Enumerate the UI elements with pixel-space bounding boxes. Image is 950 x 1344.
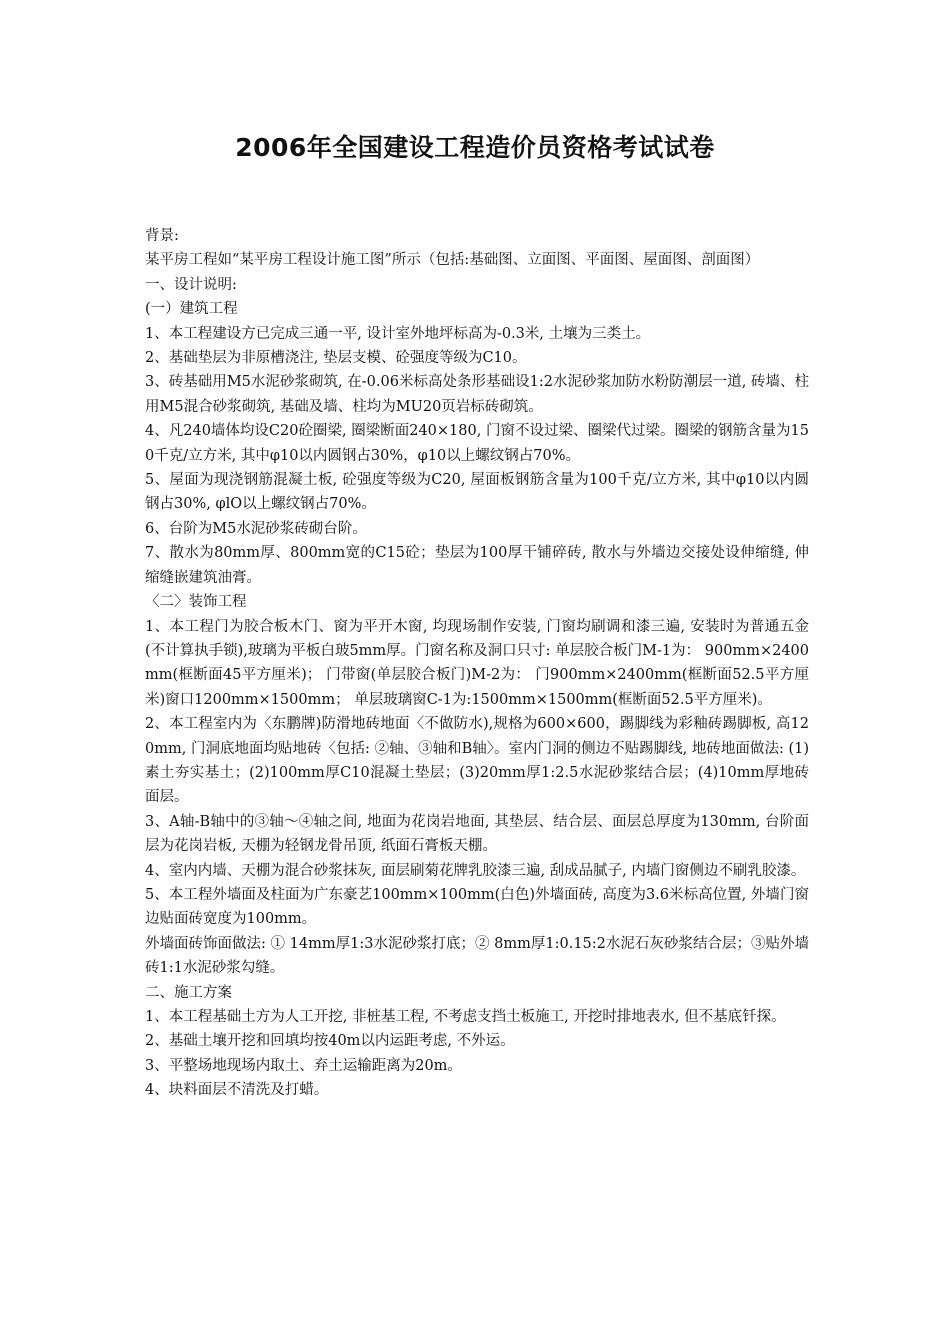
paragraph-deco-4: 4、室内内墙、天棚为混合砂浆抹灰, 面层刷菊花牌乳胶漆三遍, 刮成品腻子, 内墙门窗侧边不刷乳胶漆。 (145, 862, 806, 879)
paragraph-const-4: 4、块料面层不清洗及打蜡。 (145, 1082, 329, 1099)
paragraph-project-intro: 某平房工程如“某平房工程设计施工图”所示（包括:基础图、立面图、平面图、屋面图、剖面图） (145, 252, 760, 269)
paragraph-deco-5: 5、本工程外墙面及柱面为广东豪艺100mm×100mm(白色)外墙面砖, 高度为3.6米标高位置, 外墙门窗边贴面砖宽度为100mm。 (145, 886, 809, 928)
paragraph-const-1: 1、本工程基础土方为人工开挖, 非桩基工程, 不考虑支挡土板施工, 开挖时排地表水, 但不基底钎探。 (145, 1009, 786, 1025)
document-title: 2006年全国建设工程造价员资格考试试卷 (235, 133, 715, 162)
subsection-heading-architecture: (一）建筑工程 (145, 301, 238, 318)
paragraph-arch-2: 2、基础垫层为非原槽浇注, 垫层支模、砼强度等级为C10。 (145, 350, 527, 367)
subsection-heading-decoration: 〈二〉装饰工程 (145, 594, 247, 611)
paragraph-arch-1: 1、本工程建设方已完成三通一平, 设计室外地坪标高为-0.3米, 土壤为三类土。 (145, 325, 651, 342)
paragraph-arch-5: 5、屋面为现浇钢筋混凝土板, 砼强度等级为C20, 屋面板钢筋含量为100千克/立方米, 其中φ10以内圆钢占30%, φlO以上螺纹钢占70%。 (145, 472, 809, 513)
paragraph-arch-3: 3、砖基础用M5水泥砂浆砌筑, 在-0.06米标高处条形基础设1:2水泥砂浆加防水粉防潮层一道, 砖墙、柱用M5混合砂浆砌筑, 基础及墙、柱均为MU20页岩标砖砌筑。 (145, 374, 809, 415)
paragraph-deco-2: 2、本工程室内为〈东鹏牌)防滑地砖地面〈不做防水),规格为600×600，踢脚线为彩釉砖踢脚板, 高120mm, 门洞底地面均贴地砖〈包括: ②轴、③轴和B轴〉。室内门洞的侧边不贴踢脚线, 地砖地面做法: (1)素土夯实基土；(2)100mm厚C10混凝土垫层；(3)20mm厚1:2.5水泥砂浆结合层；(4)10mm厚地砖面层。 (145, 716, 809, 806)
paragraph-const-2: 2、基础土壤开挖和回填均按40m以内运距考虑, 不外运。 (145, 1033, 515, 1050)
paragraph-background-label: 背景: (145, 228, 179, 244)
paragraph-arch-4: 4、凡240墙体均设C20砼圈梁, 圈梁断面240×180, 门窗不设过梁、圈梁代过梁。圈梁的钢筋含量为150千克/立方米, 其中φ10以内圆钢占30%，φ10以上螺纹钢占70%。 (145, 423, 809, 464)
paragraph-deco-1: 1、本工程门为胶合板木门、窗为平开木窗, 均现场制作安装, 门窗均刷调和漆三遍, 安装时为普通五金(不计算执手锁),玻璃为平板白玻5mm厚。门窗名称及洞口只寸: 单层胶合板门M-1为： 900mm×2400mm(框断面45平方厘米)； 门带窗(单层胶合板门)M-2为： 门900mm×2400mm(框断面52.5平方厘米)窗口1200mm×1500mm； 单层玻璃窗C-1为:1500mm×1500mm(框断面52.5平方厘米)。 (145, 618, 809, 708)
section-heading-construction: 二、施工方案 (145, 984, 232, 1001)
paragraph-deco-exterior-method: 外墙面砖饰面做法: ① 14mm厚1:3水泥砂浆打底；② 8mm厚1:0.15:2水泥石灰砂浆结合层；③贴外墙砖1:1水泥砂浆勾缝。 (145, 935, 809, 977)
document-body (145, 224, 809, 1103)
paragraph-deco-3: 3、A轴-B轴中的③轴～④轴之间, 地面为花岗岩地面, 其垫层、结合层、面层总厚度为130mm, 台阶面层为花岗岩板, 天棚为轻钢龙骨吊顶, 纸面石膏板天棚。 (145, 813, 809, 855)
paragraph-arch-6: 6、台阶为M5水泥砂浆砖砌台阶。 (145, 520, 367, 537)
paragraph-arch-7: 7、散水为80mm厚、800mm宽的C15砼；垫层为100厚干铺碎砖, 散水与外墙边交接处设伸缩缝, 伸缩缝嵌建筑油膏。 (145, 545, 809, 586)
section-heading-design: 一、设计说明: (145, 276, 237, 293)
paragraph-const-3: 3、平整场地现场内取土、弃土运输距离为20m。 (145, 1057, 462, 1074)
